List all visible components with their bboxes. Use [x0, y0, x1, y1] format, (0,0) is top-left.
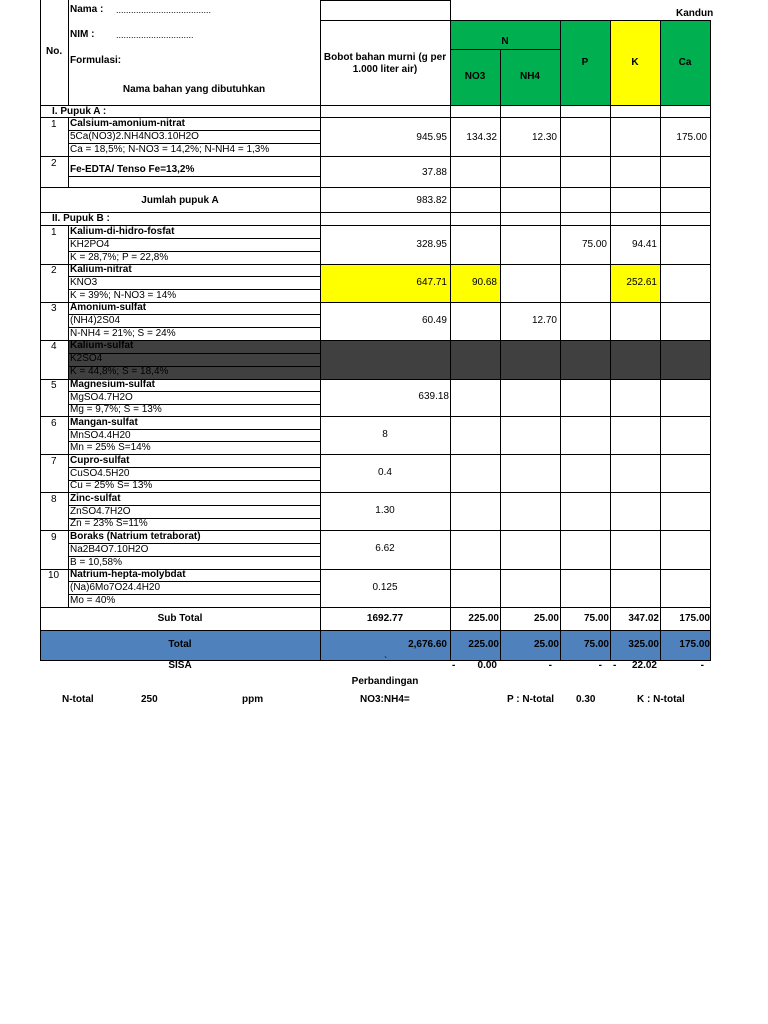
row-name: Mangan-sulfat — [70, 417, 138, 428]
total-p: 75.00 — [583, 639, 609, 650]
subtotal-k: 347.02 — [628, 613, 659, 624]
bahan-column-header: Nama bahan yang dibutuhkan — [122, 84, 266, 95]
section-pupuk-a: I. Pupuk A : — [52, 106, 107, 117]
perbandingan-label: Perbandingan — [351, 676, 419, 687]
ntotal-value: 250 — [141, 694, 158, 705]
row-no: 4 — [51, 341, 57, 352]
row-name: Cupro-sulfat — [70, 455, 130, 466]
row-bobot: 1.30 — [375, 505, 395, 516]
sisa-no3: 0.00 — [477, 660, 497, 671]
row-bobot: 647.71 — [416, 277, 447, 288]
subtotal-bobot: 1692.77 — [366, 613, 404, 624]
sisa-p: - — [598, 660, 602, 671]
ratio-label: NO3:NH4= — [360, 694, 410, 705]
row-bobot: 639.18 — [418, 391, 449, 402]
row-k: 252.61 — [626, 277, 657, 288]
row-formula: MgSO4.7H2O — [70, 392, 133, 403]
total-k: 325.00 — [628, 639, 659, 650]
row-formula: 5Ca(NO3)2.NH4NO3.10H2O — [70, 131, 199, 142]
row-no: 2 — [51, 158, 57, 169]
total-nh4: 25.00 — [533, 639, 559, 650]
row-bobot: 0.4 — [378, 467, 392, 478]
sisa-label: SISA — [168, 660, 192, 671]
row-formula: MnSO4.4H20 — [70, 430, 131, 441]
row-no: 9 — [51, 532, 57, 543]
row-k: 94.41 — [631, 239, 657, 250]
subtotal-no3: 225.00 — [468, 613, 499, 624]
sisa-k-dash: - — [613, 660, 617, 671]
row-name: Magnesium-sulfat — [70, 379, 156, 390]
row-nh4: 12.30 — [531, 132, 557, 143]
row-formula: KH2PO4 — [70, 239, 110, 250]
row-composition: K = 28,7%; P = 22,8% — [70, 252, 169, 263]
sisa-k: 22.02 — [631, 660, 657, 671]
sisa-dash: - — [452, 660, 456, 671]
ppm-label: ppm — [242, 694, 264, 705]
sisa-nh4: - — [548, 660, 552, 671]
row-formula: ZnSO4.7H2O — [70, 506, 131, 517]
row-name: Amonium-sulfat — [70, 302, 147, 313]
row-bobot: 0.125 — [372, 582, 398, 593]
section-pupuk-b: II. Pupuk B : — [52, 213, 110, 224]
row-name: Kalium-di-hidro-fosfat — [70, 226, 175, 237]
p-ntotal-label: P : N-total — [507, 694, 555, 705]
total-ca: 175.00 — [679, 639, 710, 650]
total-label: Total — [168, 639, 192, 650]
row-formula: K2SO4 — [70, 353, 103, 364]
row-name: Kalium-nitrat — [70, 264, 132, 275]
subtotal-ca: 175.00 — [679, 613, 710, 624]
ntotal-label: N-total — [62, 694, 94, 705]
k-ntotal-label: K : N-total — [637, 694, 685, 705]
ca-header: Ca — [678, 57, 692, 68]
p-header: P — [581, 57, 589, 68]
row-composition: Mg = 9,7%; S = 13% — [70, 404, 162, 415]
row-no: 7 — [51, 456, 57, 467]
subtotal-nh4: 25.00 — [533, 613, 559, 624]
row-no: 10 — [48, 570, 60, 581]
row-composition: Zn = 23% S=11% — [70, 518, 148, 529]
row-name: Fe-EDTA/ Tenso Fe=13,2% — [70, 164, 195, 175]
nama-label: Nama : — [70, 4, 104, 15]
row-name: Calsium-amonium-nitrat — [70, 118, 186, 129]
row-no: 5 — [51, 380, 57, 391]
row-composition: Mo = 40% — [70, 595, 116, 606]
row-no: 1 — [51, 119, 57, 130]
row-bobot: 328.95 — [416, 239, 447, 250]
nim-label: NIM : — [70, 29, 95, 40]
nh4-header: NH4 — [519, 71, 540, 82]
row-no3: 90.68 — [471, 277, 497, 288]
subtotal-label: Sub Total — [157, 613, 203, 624]
row-formula: Na2B4O7.10H2O — [70, 544, 149, 555]
k-header: K — [631, 57, 639, 68]
row-bobot: 37.88 — [421, 167, 447, 178]
row-bobot: 945.95 — [416, 132, 447, 143]
nim-field[interactable]: ............................... — [116, 30, 194, 40]
row-formula: CuSO4.5H20 — [70, 468, 130, 479]
row-composition: Ca = 18,5%; N-NO3 = 14,2%; N-NH4 = 1,3% — [70, 144, 270, 155]
row-name: Natrium-hepta-molybdat — [70, 569, 186, 580]
row-composition: K = 44,8%; S = 18,4% — [70, 366, 169, 377]
row-composition: B = 10,58% — [70, 557, 122, 568]
green-header-n — [450, 21, 560, 106]
row-formula: KNO3 — [70, 277, 98, 288]
p-ntotal-value: 0.30 — [576, 694, 596, 705]
row-p: 75.00 — [581, 239, 607, 250]
row-bobot: 8 — [382, 429, 388, 440]
row-ca: 175.00 — [676, 132, 707, 143]
row-composition: Mn = 25% S=14% — [70, 442, 151, 453]
row-composition: K = 39%; N-NO3 = 14% — [70, 290, 177, 301]
row-nh4: 12.70 — [531, 315, 557, 326]
row-name: Boraks (Natrium tetraborat) — [70, 531, 201, 542]
row-no: 8 — [51, 494, 57, 505]
jumlah-a-value: 983.82 — [416, 195, 447, 206]
row-composition: N-NH4 = 21%; S = 24% — [70, 328, 176, 339]
row-bobot: 6.62 — [375, 543, 395, 554]
total-bobot: 2,676.60 — [408, 639, 447, 650]
sisa-tick: ` — [384, 656, 388, 667]
row-no: 2 — [51, 265, 57, 276]
no3-header: NO3 — [464, 71, 486, 82]
total-no3: 225.00 — [468, 639, 499, 650]
row-composition: Cu = 25% S= 13% — [70, 480, 153, 491]
row-no: 1 — [51, 227, 57, 238]
sisa-ca: - — [700, 660, 704, 671]
row-formula: (NH4)2S04 — [70, 315, 121, 326]
n-header: N — [501, 36, 509, 47]
row-name: Zinc-sulfat — [70, 493, 121, 504]
jumlah-a-label: Jumlah pupuk A — [141, 195, 219, 206]
row-no: 6 — [51, 418, 57, 429]
kandungan-header: Kandun — [676, 8, 714, 19]
bobot-column-header: Bobot bahan murni (g per 1.000 liter air) — [323, 52, 447, 75]
subtotal-p: 75.00 — [583, 613, 609, 624]
row-no: 3 — [51, 303, 57, 314]
row-bobot: 60.49 — [421, 315, 447, 326]
row-name: Kalium-sulfat — [70, 340, 134, 351]
formulasi-label: Formulasi: — [70, 55, 122, 66]
row-formula: (Na)6Mo7O24.4H20 — [70, 582, 161, 593]
nama-field[interactable]: ...................................... — [116, 5, 212, 15]
no-column-header: No. — [46, 46, 63, 57]
row-no3: 134.32 — [466, 132, 497, 143]
